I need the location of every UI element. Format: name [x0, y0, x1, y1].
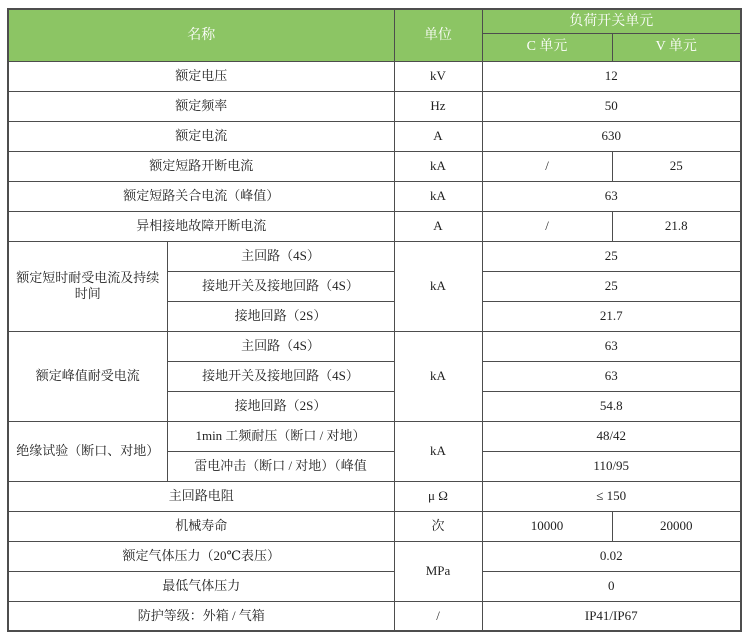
table-row [8, 151, 741, 181]
row-mech-life-v: 20000 [612, 511, 741, 541]
row-protection-value: IP41/IP67 [482, 601, 741, 631]
header-sub-c: C 单元 [482, 33, 612, 61]
row-resistance-name: 主回路电阻 [8, 481, 394, 511]
row-peak-1-name: 接地开关及接地回路（4S） [167, 361, 394, 391]
row-sc-making-name: 额定短路关合电流（峰值） [8, 181, 394, 211]
row-peak-0-value: 63 [482, 331, 741, 361]
row-rated-frequency-unit: Hz [394, 91, 482, 121]
row-mech-life-unit: 次 [394, 511, 482, 541]
row-rated-frequency-value: 50 [482, 91, 741, 121]
group-gas-unit: MPa [394, 541, 482, 601]
group-insulation-unit: kA [394, 421, 482, 481]
header-sub-v: V 单元 [612, 33, 741, 61]
row-gas-0-value: 0.02 [482, 541, 741, 571]
row-peak-1-value: 63 [482, 361, 741, 391]
table-row [8, 601, 741, 631]
row-sc-making-value: 63 [482, 181, 741, 211]
table-row [8, 481, 741, 511]
table-row [8, 181, 741, 211]
row-rated-voltage-name: 额定电压 [8, 61, 394, 91]
row-gas-1-name: 最低气体压力 [8, 571, 394, 601]
row-mech-life-c: 10000 [482, 511, 612, 541]
row-rated-current-value: 630 [482, 121, 741, 151]
row-short-time-0-name: 主回路（4S） [167, 241, 394, 271]
table-row [8, 61, 741, 91]
header-unit: 单位 [394, 9, 482, 61]
row-rated-current-name: 额定电流 [8, 121, 394, 151]
row-peak-2-value: 54.8 [482, 391, 741, 421]
row-resistance-unit: μ Ω [394, 481, 482, 511]
row-gas-0-name: 额定气体压力（20℃表压） [8, 541, 394, 571]
table-row [8, 421, 741, 451]
row-resistance-value: ≤ 150 [482, 481, 741, 511]
row-short-time-0-value: 25 [482, 241, 741, 271]
row-short-time-1-value: 25 [482, 271, 741, 301]
row-protection-unit: / [394, 601, 482, 631]
row-insulation-1-value: 110/95 [482, 451, 741, 481]
table-row [8, 121, 741, 151]
row-short-time-1-name: 接地开关及接地回路（4S） [167, 271, 394, 301]
spec-table [7, 8, 742, 632]
row-peak-2-name: 接地回路（2S） [167, 391, 394, 421]
row-short-time-2-name: 接地回路（2S） [167, 301, 394, 331]
row-short-time-2-value: 21.7 [482, 301, 741, 331]
header-group: 负荷开关单元 [482, 9, 741, 33]
table-row [8, 241, 741, 271]
row-earth-fault-c: / [482, 211, 612, 241]
group-peak-unit: kA [394, 331, 482, 421]
row-rated-voltage-unit: kV [394, 61, 482, 91]
row-rated-frequency-name: 额定频率 [8, 91, 394, 121]
group-short-time-label: 额定短时耐受电流及持续时间 [8, 241, 167, 331]
row-sc-breaking-c: / [482, 151, 612, 181]
table-row [8, 331, 741, 361]
group-insulation-label: 绝缘试验（断口、对地） [8, 421, 167, 481]
table-row [8, 211, 741, 241]
group-short-time-unit: kA [394, 241, 482, 331]
row-protection-name: 防护等级：外箱 / 气箱 [8, 601, 394, 631]
row-insulation-1-name: 雷电冲击（断口 / 对地）（峰值 [167, 451, 394, 481]
table-row [8, 511, 741, 541]
row-earth-fault-v: 21.8 [612, 211, 741, 241]
row-earth-fault-name: 异相接地故障开断电流 [8, 211, 394, 241]
header-name: 名称 [8, 9, 394, 61]
row-peak-0-name: 主回路（4S） [167, 331, 394, 361]
row-sc-making-unit: kA [394, 181, 482, 211]
table-row [8, 541, 741, 571]
row-insulation-0-value: 48/42 [482, 421, 741, 451]
table-row [8, 571, 741, 601]
row-insulation-0-name: 1min 工频耐压（断口 / 对地） [167, 421, 394, 451]
row-sc-breaking-v: 25 [612, 151, 741, 181]
table-row [8, 91, 741, 121]
row-sc-breaking-unit: kA [394, 151, 482, 181]
row-mech-life-name: 机械寿命 [8, 511, 394, 541]
row-rated-current-unit: A [394, 121, 482, 151]
group-peak-label: 额定峰值耐受电流 [8, 331, 167, 421]
row-rated-voltage-value: 12 [482, 61, 741, 91]
row-sc-breaking-name: 额定短路开断电流 [8, 151, 394, 181]
row-gas-1-value: 0 [482, 571, 741, 601]
row-earth-fault-unit: A [394, 211, 482, 241]
